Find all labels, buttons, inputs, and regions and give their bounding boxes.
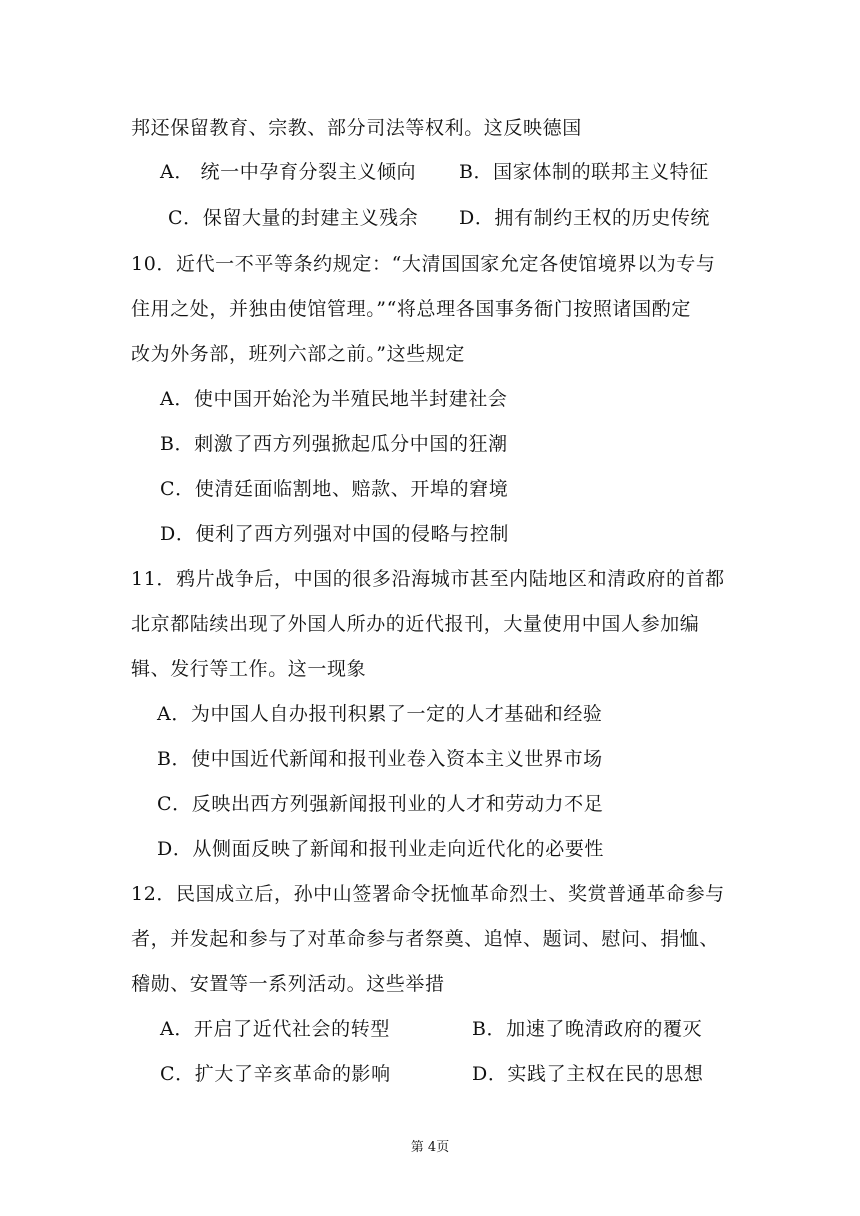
q11-stem-line-2: 北京都陆续出现了外国人所办的近代报刊，大量使用中国人参加编 xyxy=(131,613,700,635)
q10-option-a: A．使中国开始沦为半殖民地半封建社会 xyxy=(160,388,508,410)
q10-stem-line-3: 改为外务部，班列六部之前。”这些规定 xyxy=(131,343,466,365)
q10-stem-line-2: 住用之处，并独由使馆管理。”“将总理各国事务衙门按照诸国酌定 xyxy=(131,298,691,320)
q12-stem-line-3: 稽勋、安置等一系列活动。这些举措 xyxy=(131,973,445,995)
q9-stem-line: 邦还保留教育、宗教、部分司法等权利。这反映德国 xyxy=(131,117,582,139)
page-number: 第 4页 xyxy=(410,1140,450,1155)
q11-option-a: A．为中国人自办报刊积累了一定的人才基础和经验 xyxy=(157,703,603,725)
q11-stem-line-1: 11．鸦片战争后，中国的很多沿海城市甚至内陆地区和清政府的首都 xyxy=(131,568,725,590)
q9-option-c: C．保留大量的封建主义残余 xyxy=(168,207,419,229)
q12-option-d: D．实践了主权在民的思想 xyxy=(472,1063,704,1085)
q10-stem-line-1: 10．近代一不平等条约规定：“大清国国家允定各使馆境界以为专与 xyxy=(131,253,716,275)
q9-option-d: D．拥有制约王权的历史传统 xyxy=(459,207,711,229)
q12-option-c: C．扩大了辛亥革命的影响 xyxy=(160,1063,391,1085)
q12-stem-line-1: 12．民国成立后，孙中山签署命令抚恤革命烈士、奖赏普通革命参与 xyxy=(131,883,725,905)
q11-option-b: B．使中国近代新闻和报刊业卷入资本主义世界市场 xyxy=(157,748,603,770)
q9-option-b: B．国家体制的联邦主义特征 xyxy=(459,161,709,183)
q12-option-a: A．开启了近代社会的转型 xyxy=(160,1018,390,1040)
q11-option-c: C．反映出西方列强新闻报刊业的人才和劳动力不足 xyxy=(157,793,604,815)
q10-option-c: C．使清廷面临割地、赔款、开埠的窘境 xyxy=(160,478,509,500)
q12-option-b: B．加速了晚清政府的覆灭 xyxy=(472,1018,703,1040)
q11-stem-line-3: 辑、发行等工作。这一现象 xyxy=(131,658,367,680)
q10-option-b: B．刺激了西方列强掀起瓜分中国的狂潮 xyxy=(160,433,508,455)
q9-option-a: A． 统一中孕育分裂主义倾向 xyxy=(160,161,417,183)
q12-stem-line-2: 者，并发起和参与了对革命参与者祭奠、追悼、题词、慰问、捐恤、 xyxy=(131,928,720,950)
q10-option-d: D．便利了西方列强对中国的侵略与控制 xyxy=(160,523,510,545)
q11-option-d: D．从侧面反映了新闻和报刊业走向近代化的必要性 xyxy=(157,838,605,860)
